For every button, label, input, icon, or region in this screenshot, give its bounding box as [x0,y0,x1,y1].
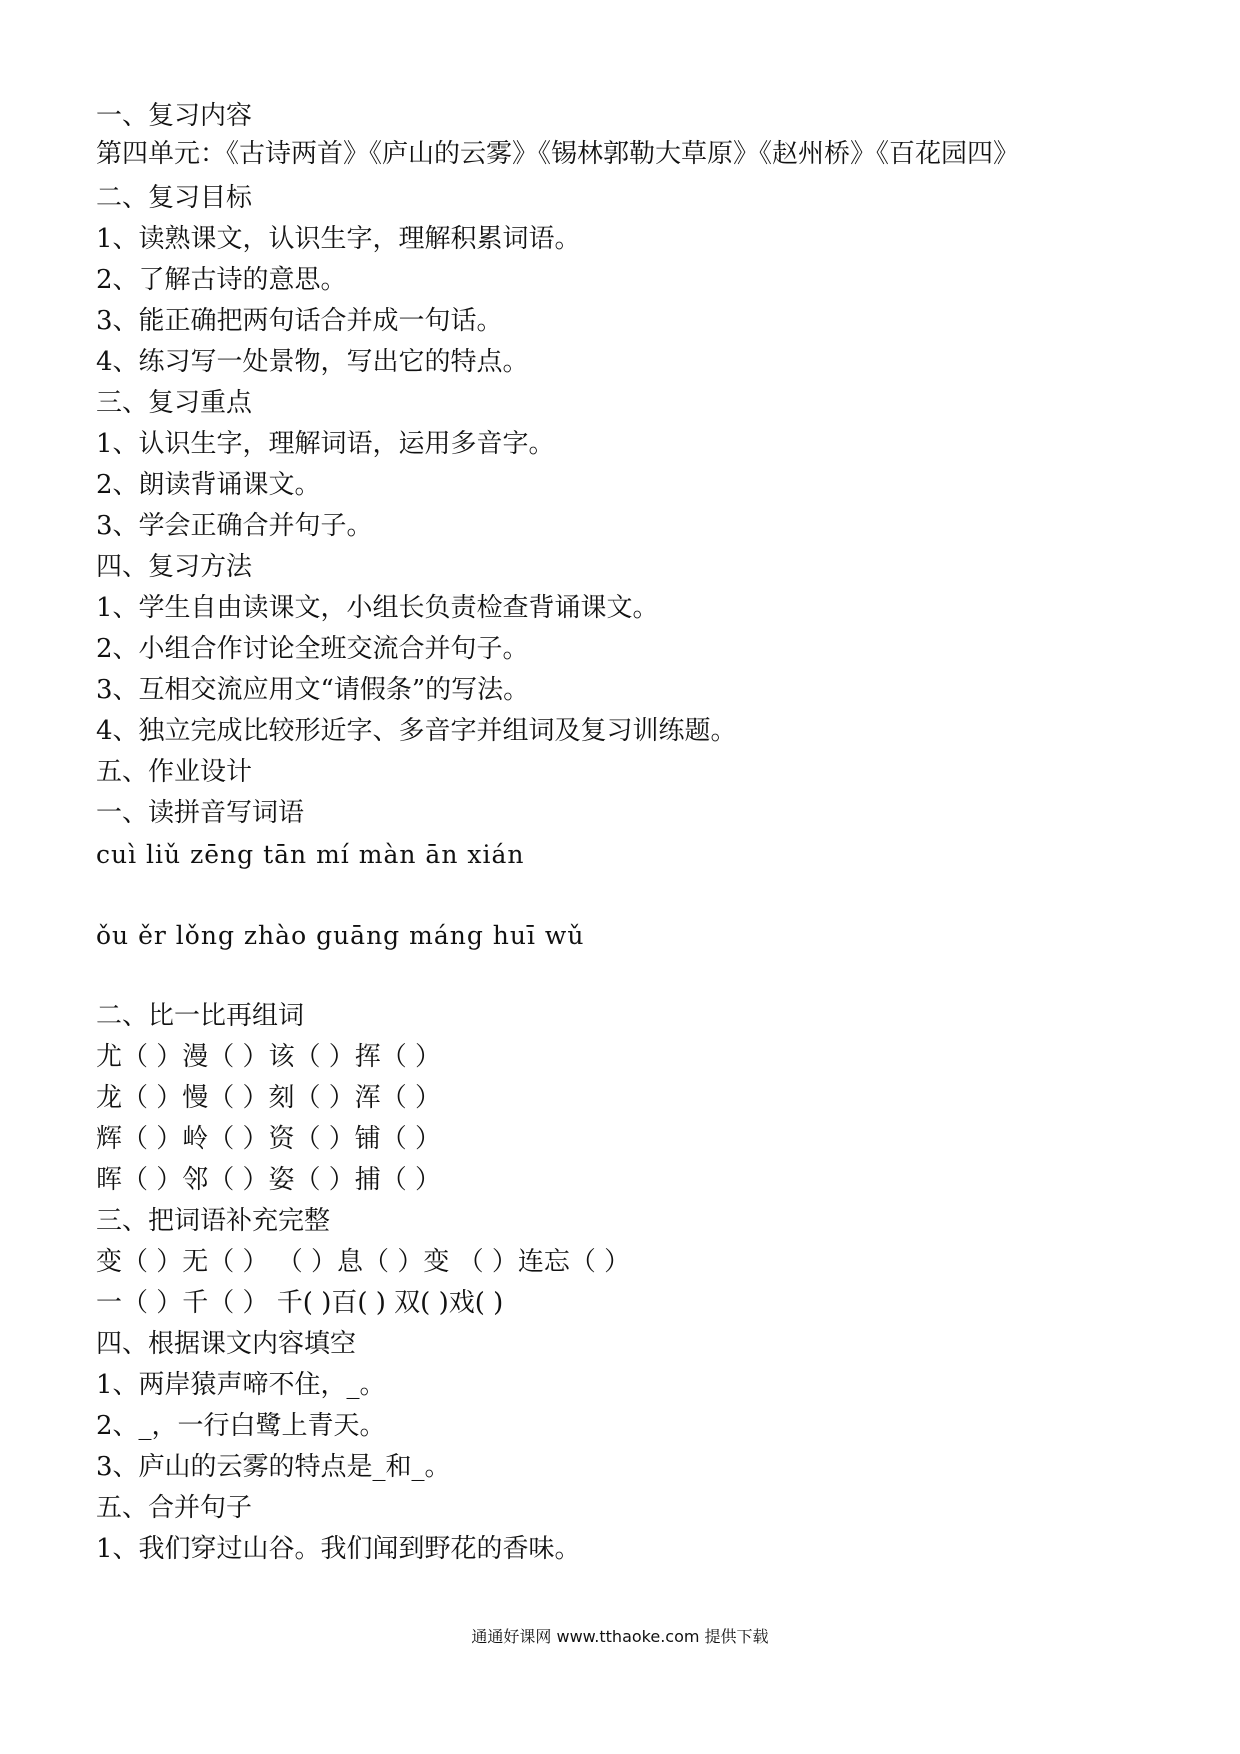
exercise-heading-merge-sentences: 五、合并句子 [96,1493,253,1523]
focus-item: 2、朗读背诵课文。 [96,470,321,500]
section-heading-review-goals: 二、复习目标 [96,183,253,213]
document-body [96,96,1156,1570]
section-heading-review-content: 一、复习内容 [96,101,253,131]
page-footer: 通通好课网 www.tthaoke.com 提供下载 [471,1627,769,1646]
exercise-heading-complete-words: 三、把词语补充完整 [96,1206,331,1236]
method-item: 3、互相交流应用文“请假条”的写法。 [96,675,530,705]
fill-blank-item: 2、_，一行白鹭上青天。 [96,1411,386,1441]
unit-lesson-list: 第四单元：《古诗两首》《庐山的云雾》《锡林郭勒大草原》《赵州桥》《百花园四》 [96,139,1020,169]
merge-sentence-item: 1、我们穿过山谷。我们闻到野花的香味。 [96,1534,581,1564]
focus-item: 3、学会正确合并句子。 [96,511,373,541]
compare-row: 尤（ ）漫（ ）该（ ）挥（ ） [96,1042,442,1072]
exercise-heading-pinyin: 一、读拼音写词语 [96,798,305,828]
writing-space [96,875,1156,915]
pinyin-row: cuì liǔ zēng tān mí màn ān xián [96,840,525,869]
complete-words-row: 一（ ）千（ ） 千( )百( ) 双( )戏( ) [96,1288,504,1318]
section-heading-homework: 五、作业设计 [96,757,253,787]
goal-item: 4、练习写一处景物，写出它的特点。 [96,347,529,377]
method-item: 2、小组合作讨论全班交流合并句子。 [96,634,529,664]
section-heading-review-methods: 四、复习方法 [96,552,253,582]
writing-space [96,956,1156,996]
goal-item: 1、读熟课文，认识生字，理解积累词语。 [96,224,581,254]
method-item: 1、学生自由读课文，小组长负责检查背诵课文。 [96,593,659,623]
focus-item: 1、认识生字，理解词语，运用多音字。 [96,429,555,459]
exercise-heading-fill-blanks: 四、根据课文内容填空 [96,1329,357,1359]
compare-row: 辉（ ）岭（ ）资（ ）铺（ ） [96,1124,442,1154]
method-item: 4、独立完成比较形近字、多音字并组词及复习训练题。 [96,716,737,746]
section-heading-review-focus: 三、复习重点 [96,388,253,418]
complete-words-row: 变（ ）无（ ） （ ）息（ ）变 （ ）连忘（ ） [96,1247,631,1277]
exercise-heading-compare-words: 二、比一比再组词 [96,1001,305,1031]
pinyin-row: ǒu ěr lǒng zhào guāng máng huī wǔ [96,921,585,950]
fill-blank-item: 1、两岸猿声啼不住，_。 [96,1370,386,1400]
goal-item: 2、了解古诗的意思。 [96,265,347,295]
goal-item: 3、能正确把两句话合并成一句话。 [96,306,503,336]
compare-row: 龙（ ）慢（ ）刻（ ）浑（ ） [96,1083,442,1113]
fill-blank-item: 3、庐山的云雾的特点是_和_。 [96,1452,451,1482]
compare-row: 晖（ ）邻（ ）姿（ ）捕（ ） [96,1165,442,1195]
